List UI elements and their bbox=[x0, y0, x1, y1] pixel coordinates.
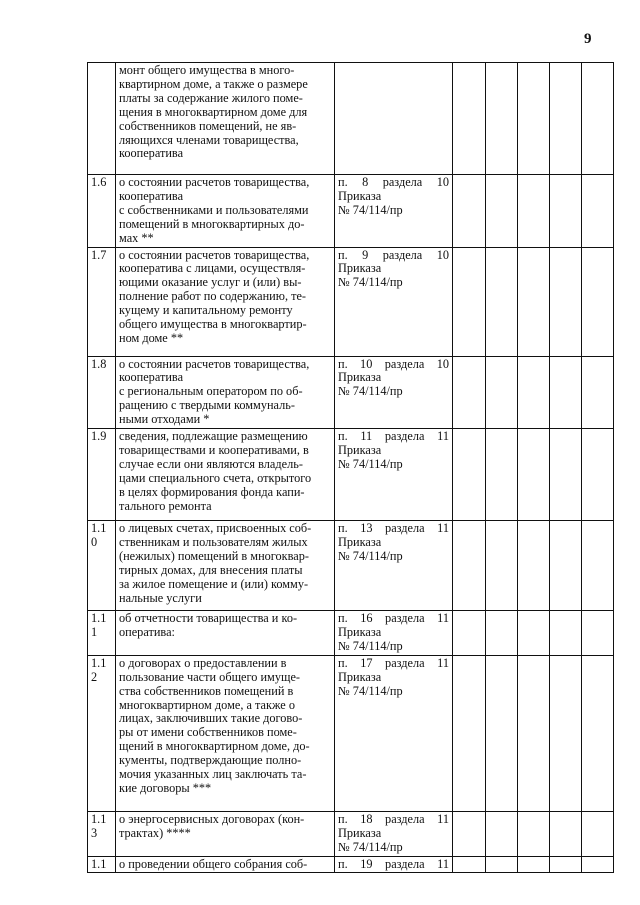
description-line: о состоянии расчетов товарищества, bbox=[119, 175, 310, 189]
description-line: кооператива bbox=[119, 188, 184, 203]
description-line: многоквартирном доме, а также о bbox=[119, 697, 295, 712]
reference-line: п. 8 раздела 10 bbox=[338, 175, 449, 189]
description-line: ства собственников помещений в bbox=[119, 683, 294, 698]
reference-line: № 74/114/пр bbox=[338, 683, 403, 698]
description-line: о состоянии расчетов товарищества, bbox=[119, 356, 310, 371]
description-line: за жилое помещение и (или) комму- bbox=[119, 576, 309, 591]
legal-reference bbox=[335, 247, 453, 356]
empty-cell bbox=[550, 521, 582, 611]
description-line: (нежилых) помещений в многоквар- bbox=[119, 548, 310, 563]
reference-line: Приказа bbox=[338, 669, 382, 684]
empty-cell bbox=[486, 175, 518, 248]
legal-reference bbox=[335, 175, 453, 248]
description-line: оператива: bbox=[119, 624, 175, 639]
description-line: квартирном доме, а также о размере bbox=[119, 76, 308, 91]
empty-cell bbox=[486, 356, 518, 429]
item-number: 1.1 1 bbox=[88, 611, 116, 656]
reference-line: № 74/114/пр bbox=[338, 275, 403, 290]
document-table bbox=[87, 62, 614, 873]
reference-line: № 74/114/пр bbox=[338, 384, 403, 399]
item-description bbox=[116, 655, 335, 811]
legal-reference bbox=[335, 63, 453, 175]
empty-cell bbox=[486, 611, 518, 656]
reference-line: Приказа bbox=[338, 188, 382, 203]
description-line: щения в многоквартирном доме для bbox=[119, 104, 308, 119]
description-line: ственникам и пользователям жилых bbox=[119, 534, 308, 549]
empty-cell bbox=[486, 63, 518, 175]
table-row bbox=[88, 811, 614, 856]
description-line: полнение работ по содержанию, те- bbox=[119, 289, 307, 304]
legal-reference bbox=[335, 655, 453, 811]
description-line: тального ремонта bbox=[119, 498, 212, 513]
item-description bbox=[116, 521, 335, 611]
reference-line: Приказа bbox=[338, 534, 382, 549]
empty-cell bbox=[518, 429, 550, 521]
empty-cell bbox=[486, 655, 518, 811]
empty-cell bbox=[518, 247, 550, 356]
description-line: сведения, подлежащие размещению bbox=[119, 429, 308, 444]
item-number: 1.1 bbox=[88, 856, 116, 873]
description-line: о проведении общего собрания соб- bbox=[119, 856, 308, 871]
item-description bbox=[116, 856, 335, 873]
description-line: случае если они являются владель- bbox=[119, 456, 303, 471]
empty-cell bbox=[453, 63, 486, 175]
empty-cell bbox=[518, 521, 550, 611]
reference-line: п. 18 раздела 11 bbox=[338, 811, 449, 826]
item-number: 1.9 bbox=[88, 429, 116, 521]
table-row bbox=[88, 175, 614, 248]
page-number: 9 bbox=[584, 31, 592, 47]
description-line: мах ** bbox=[119, 230, 154, 245]
empty-cell bbox=[518, 356, 550, 429]
empty-cell bbox=[550, 611, 582, 656]
description-line: цами специального счета, открытого bbox=[119, 470, 312, 485]
reference-line: № 74/114/пр bbox=[338, 839, 403, 854]
table-row bbox=[88, 655, 614, 811]
empty-cell bbox=[582, 247, 614, 356]
reference-line: п. 9 раздела 10 bbox=[338, 247, 449, 262]
empty-cell bbox=[582, 611, 614, 656]
item-number: 1.6 bbox=[88, 175, 116, 248]
empty-cell bbox=[453, 247, 486, 356]
empty-cell bbox=[518, 811, 550, 856]
empty-cell bbox=[453, 655, 486, 811]
empty-cell bbox=[550, 655, 582, 811]
description-line: щений в многоквартирном доме, до- bbox=[119, 739, 310, 754]
reference-line: п. 17 раздела 11 bbox=[338, 655, 449, 670]
description-line: ращению с твердыми коммуналь- bbox=[119, 398, 295, 413]
description-line: нальные услуги bbox=[119, 590, 202, 605]
description-line: ры от имени собственников поме- bbox=[119, 725, 297, 740]
description-line: помещений в многоквартирных до- bbox=[119, 216, 305, 231]
empty-cell bbox=[582, 356, 614, 429]
item-number: 1.1 3 bbox=[88, 811, 116, 856]
item-description bbox=[116, 247, 335, 356]
empty-cell bbox=[550, 175, 582, 248]
legal-reference bbox=[335, 521, 453, 611]
empty-cell bbox=[518, 655, 550, 811]
description-line: мочия указанных лиц заключать та- bbox=[119, 767, 307, 782]
item-number bbox=[88, 63, 116, 175]
table-row bbox=[88, 521, 614, 611]
legal-reference bbox=[335, 611, 453, 656]
description-line: о состоянии расчетов товарищества, bbox=[119, 247, 310, 262]
description-line: тирных домах, для внесения платы bbox=[119, 562, 303, 577]
description-line: кооператива с лицами, осуществля- bbox=[119, 261, 306, 276]
empty-cell bbox=[550, 811, 582, 856]
description-line: об отчетности товарищества и ко- bbox=[119, 611, 298, 626]
reference-line: Приказа bbox=[338, 442, 382, 457]
empty-cell bbox=[453, 356, 486, 429]
empty-cell bbox=[453, 811, 486, 856]
empty-cell bbox=[518, 63, 550, 175]
item-number: 1.7 bbox=[88, 247, 116, 356]
item-description bbox=[116, 811, 335, 856]
empty-cell bbox=[550, 247, 582, 356]
reference-line: № 74/114/пр bbox=[338, 456, 403, 471]
description-line: с собственниками и пользователями bbox=[119, 202, 309, 217]
item-description bbox=[116, 611, 335, 656]
reference-line: Приказа bbox=[338, 370, 382, 385]
reference-line: п. 10 раздела 10 bbox=[338, 356, 449, 371]
description-line: товариществами и кооперативами, в bbox=[119, 442, 309, 457]
empty-cell bbox=[582, 175, 614, 248]
description-line: кументы, подтверждающие полно- bbox=[119, 753, 302, 768]
table-row bbox=[88, 856, 614, 873]
empty-cell bbox=[582, 655, 614, 811]
item-description bbox=[116, 63, 335, 175]
empty-cell bbox=[453, 521, 486, 611]
empty-cell bbox=[518, 175, 550, 248]
reference-line: п. 13 раздела 11 bbox=[338, 521, 449, 536]
table-row bbox=[88, 429, 614, 521]
description-line: монт общего имущества в много- bbox=[119, 63, 295, 77]
empty-cell bbox=[582, 811, 614, 856]
description-line: кущему и капитальному ремонту bbox=[119, 303, 293, 318]
empty-cell bbox=[550, 63, 582, 175]
description-line: трактах) **** bbox=[119, 825, 191, 840]
reference-line: № 74/114/пр bbox=[338, 202, 403, 217]
table-row bbox=[88, 611, 614, 656]
description-line: кооператива bbox=[119, 146, 184, 161]
item-description bbox=[116, 175, 335, 248]
description-line: ными отходами * bbox=[119, 412, 210, 427]
description-line: общего имущества в многоквартир- bbox=[119, 317, 307, 332]
empty-cell bbox=[518, 856, 550, 873]
description-line: платы за содержание жилого поме- bbox=[119, 90, 303, 105]
item-number: 1.1 0 bbox=[88, 521, 116, 611]
description-line: ляющихся членами товарищества, bbox=[119, 132, 299, 147]
empty-cell bbox=[486, 521, 518, 611]
empty-cell bbox=[486, 856, 518, 873]
description-line: о лицевых счетах, присвоенных соб- bbox=[119, 521, 312, 536]
reference-line: Приказа bbox=[338, 825, 382, 840]
reference-line: № 74/114/пр bbox=[338, 548, 403, 563]
item-number: 1.8 bbox=[88, 356, 116, 429]
empty-cell bbox=[550, 856, 582, 873]
empty-cell bbox=[550, 429, 582, 521]
empty-cell bbox=[582, 429, 614, 521]
empty-cell bbox=[453, 856, 486, 873]
item-number: 1.1 2 bbox=[88, 655, 116, 811]
reference-line: Приказа bbox=[338, 624, 382, 639]
empty-cell bbox=[582, 63, 614, 175]
legal-reference bbox=[335, 429, 453, 521]
description-line: ющими оказание услуг и (или) вы- bbox=[119, 275, 302, 290]
reference-line: п. 19 раздела 11 bbox=[338, 856, 449, 871]
description-line: с региональным оператором по об- bbox=[119, 384, 303, 399]
description-line: в целях формирования фонда капи- bbox=[119, 484, 305, 499]
empty-cell bbox=[453, 429, 486, 521]
empty-cell bbox=[550, 356, 582, 429]
legal-reference bbox=[335, 856, 453, 873]
legal-reference bbox=[335, 356, 453, 429]
item-description bbox=[116, 429, 335, 521]
reference-line: № 74/114/пр bbox=[338, 638, 403, 653]
empty-cell bbox=[486, 811, 518, 856]
empty-cell bbox=[453, 611, 486, 656]
table-row bbox=[88, 63, 614, 175]
reference-line: Приказа bbox=[338, 261, 382, 276]
description-line: лицах, заключивших такие догово- bbox=[119, 711, 303, 726]
description-line: ном доме ** bbox=[119, 330, 184, 345]
reference-line: п. 16 раздела 11 bbox=[338, 611, 449, 626]
description-line: пользование части общего имуще- bbox=[119, 669, 300, 684]
description-line: кооператива bbox=[119, 370, 184, 385]
legal-reference bbox=[335, 811, 453, 856]
table-row bbox=[88, 247, 614, 356]
table-row bbox=[88, 356, 614, 429]
item-description bbox=[116, 356, 335, 429]
empty-cell bbox=[518, 611, 550, 656]
description-line: о договорах о предоставлении в bbox=[119, 655, 287, 670]
description-line: о энергосервисных договорах (кон- bbox=[119, 811, 305, 826]
empty-cell bbox=[582, 856, 614, 873]
empty-cell bbox=[453, 175, 486, 248]
empty-cell bbox=[486, 429, 518, 521]
reference-line: п. 11 раздела 11 bbox=[338, 429, 449, 444]
empty-cell bbox=[486, 247, 518, 356]
empty-cell bbox=[582, 521, 614, 611]
description-line: собственников помещений, не яв- bbox=[119, 118, 297, 133]
description-line: кие договоры *** bbox=[119, 780, 212, 795]
